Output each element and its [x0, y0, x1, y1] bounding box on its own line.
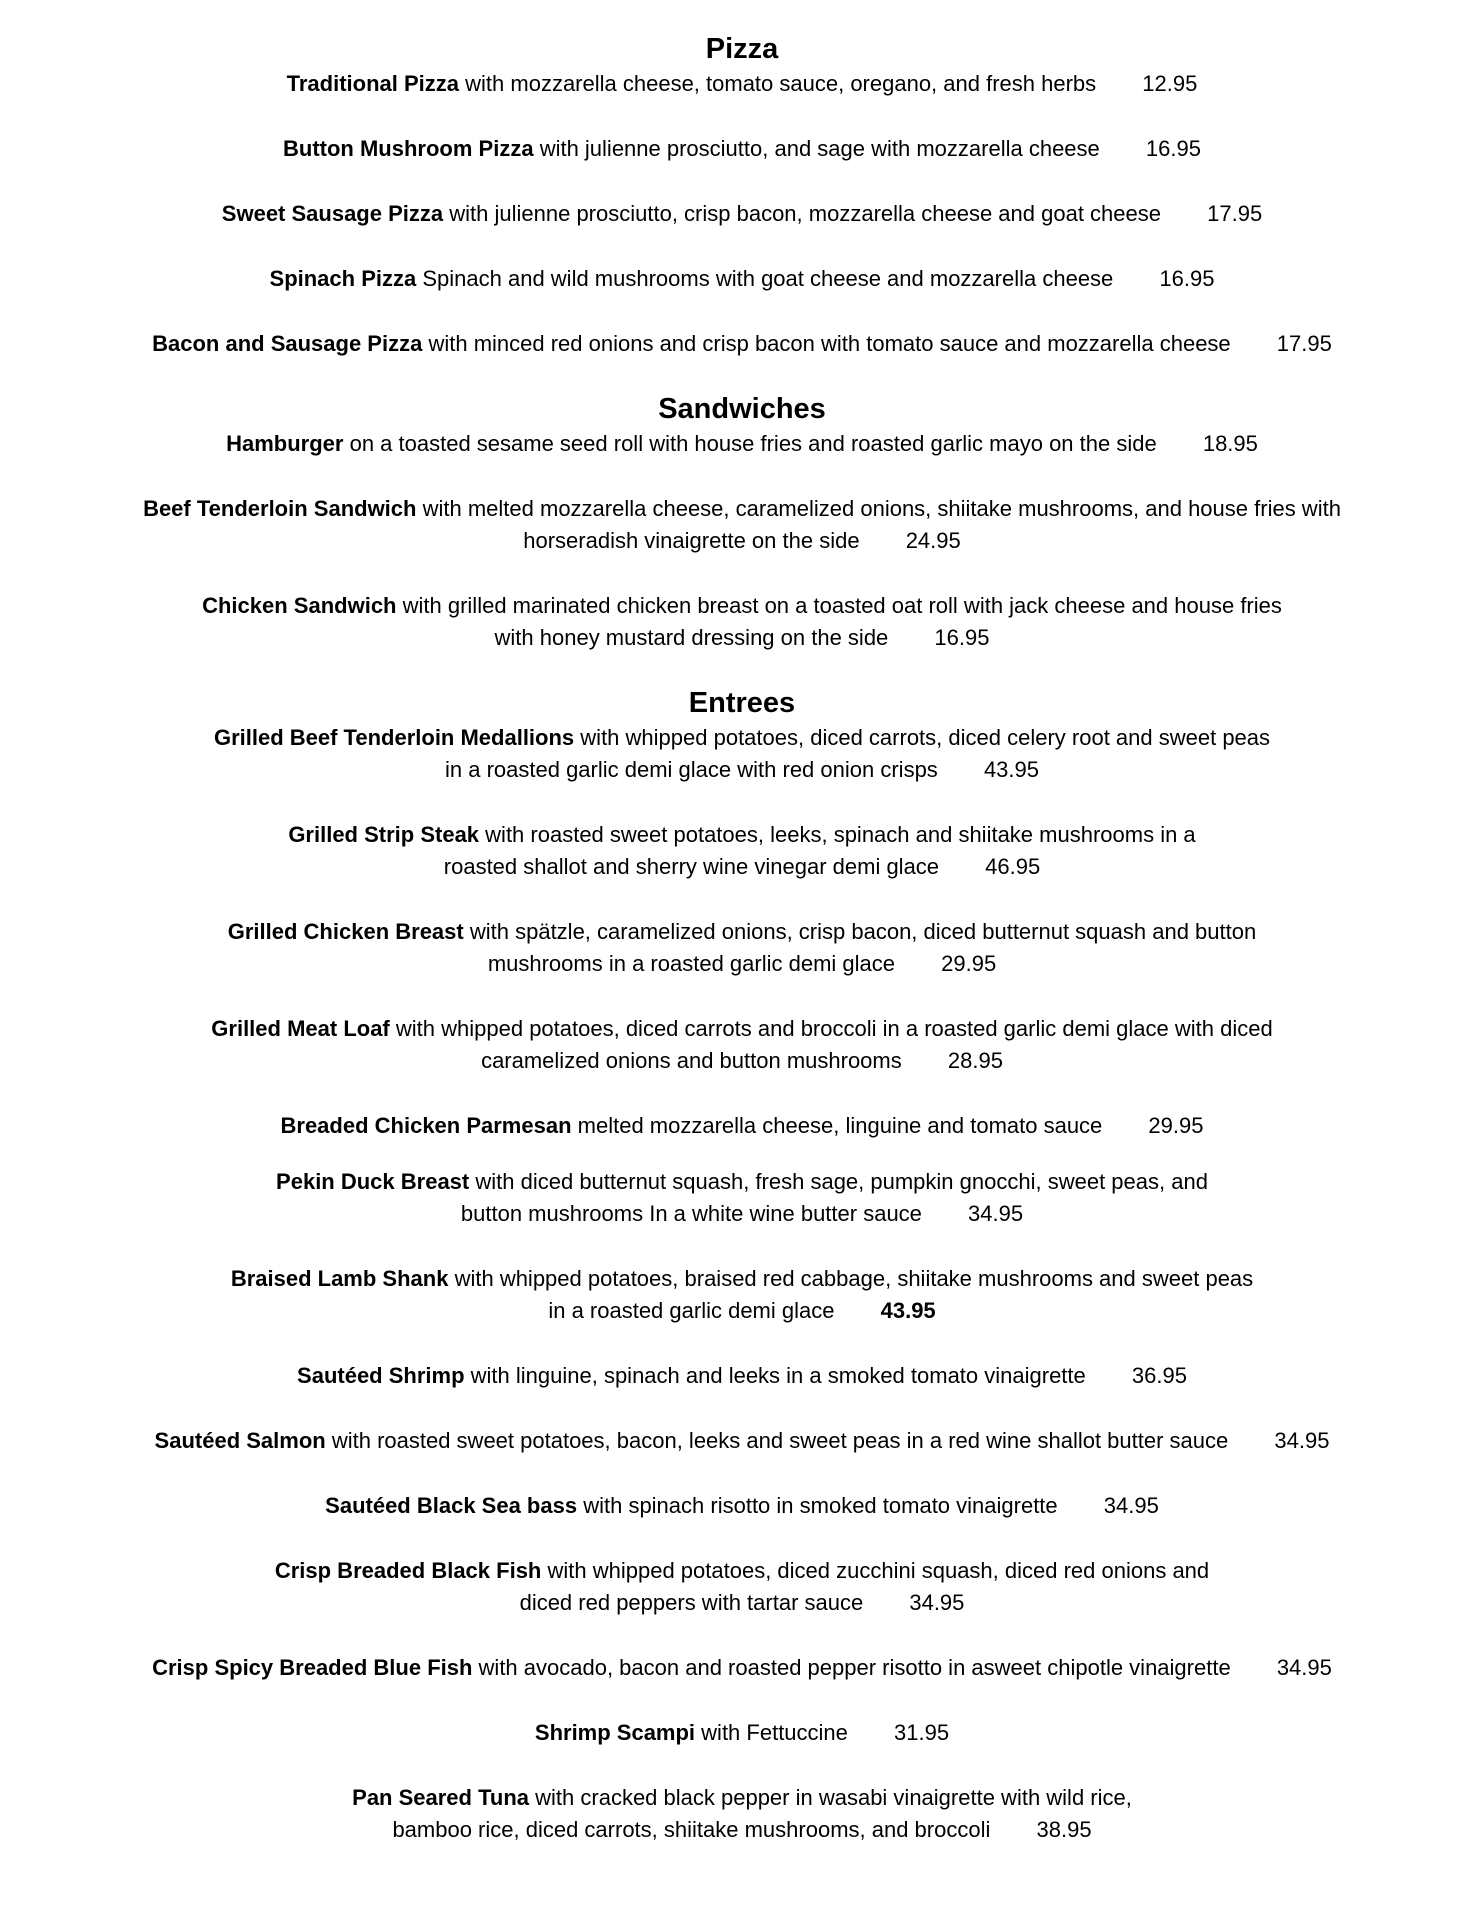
item-description-cont: horseradish vinaigrette on the side — [523, 528, 860, 553]
item-price: 17.95 — [1276, 331, 1332, 356]
menu-item — [32, 1110, 1452, 1142]
menu-item — [32, 1717, 1452, 1749]
item-description: with Fettuccine — [701, 1720, 848, 1745]
menu-item — [32, 493, 1452, 557]
item-name: Grilled Beef Tenderloin Medallions — [213, 725, 575, 750]
item-description: with whipped potatoes, diced zucchini squash, diced red onions and — [547, 1558, 1210, 1583]
item-description: with grilled marinated chicken breast on a toasted oat roll with jack cheese and house fries — [402, 593, 1282, 618]
item-price: 34.95 — [1274, 1428, 1330, 1453]
item-description: with julienne prosciutto, crisp bacon, mozzarella cheese and goat cheese — [449, 201, 1161, 226]
item-description-cont: caramelized onions and button mushrooms — [481, 1048, 902, 1073]
item-description: with whipped potatoes, diced carrots and broccoli in a roasted garlic demi glace with diced — [395, 1016, 1273, 1041]
item-price: 38.95 — [1036, 1817, 1092, 1842]
menu-item — [32, 590, 1452, 654]
item-price: 31.95 — [894, 1720, 950, 1745]
item-price: 18.95 — [1202, 431, 1258, 456]
item-description: with roasted sweet potatoes, leeks, spinach and shiitake mushrooms in a — [485, 822, 1196, 847]
item-description: with avocado, bacon and roasted pepper risotto in asweet chipotle vinaigrette — [478, 1655, 1231, 1680]
menu-item — [32, 428, 1452, 460]
item-name: Bacon and Sausage Pizza — [152, 331, 423, 356]
item-name: Spinach Pizza — [269, 266, 417, 291]
item-description: with whipped potatoes, diced carrots, diced celery root and sweet peas — [580, 725, 1271, 750]
item-description: on a toasted sesame seed roll with house fries and roasted garlic mayo on the side — [349, 431, 1157, 456]
item-description-cont: in a roasted garlic demi glace with red onion crisps — [445, 757, 938, 782]
item-price: 43.95 — [880, 1298, 936, 1323]
item-name: Shrimp Scampi — [534, 1720, 696, 1745]
item-description-cont: with honey mustard dressing on the side — [494, 625, 889, 650]
item-price: 28.95 — [947, 1048, 1003, 1073]
item-name: Pan Seared Tuna — [352, 1785, 530, 1810]
menu-item — [32, 1425, 1452, 1457]
item-description: with diced butternut squash, fresh sage, pumpkin gnocchi, sweet peas, and — [475, 1169, 1208, 1194]
item-description: with minced red onions and crisp bacon with tomato sauce and mozzarella cheese — [428, 331, 1231, 356]
item-description: Spinach and wild mushrooms with goat cheese and mozzarella cheese — [422, 266, 1114, 291]
item-price: 29.95 — [941, 951, 997, 976]
item-name: Pekin Duck Breast — [276, 1169, 470, 1194]
item-name: Crisp Breaded Black Fish — [274, 1558, 542, 1583]
item-price: 16.95 — [1145, 136, 1201, 161]
section-title-sandwiches: Sandwiches — [658, 393, 826, 425]
menu-item — [32, 133, 1452, 165]
item-description: with mozzarella cheese, tomato sauce, oregano, and fresh herbs — [465, 71, 1097, 96]
item-description-cont: diced red peppers with tartar sauce — [519, 1590, 864, 1615]
menu-item — [32, 1782, 1452, 1846]
item-price: 34.95 — [1103, 1493, 1159, 1518]
item-name: Hamburger — [226, 431, 344, 456]
item-description: with cracked black pepper in wasabi vinaigrette with wild rice, — [535, 1785, 1132, 1810]
menu-item — [32, 819, 1452, 883]
item-name: Grilled Chicken Breast — [227, 919, 464, 944]
menu-item — [32, 1652, 1452, 1684]
menu-item — [32, 68, 1452, 100]
item-name: Sweet Sausage Pizza — [221, 201, 444, 226]
menu-item — [32, 328, 1452, 360]
menu-item — [32, 1263, 1452, 1327]
item-description: with roasted sweet potatoes, bacon, leeks and sweet peas in a red wine shallot butter sauce — [331, 1428, 1229, 1453]
menu-item — [32, 263, 1452, 295]
item-price: 36.95 — [1131, 1363, 1187, 1388]
item-name: Beef Tenderloin Sandwich — [143, 496, 417, 521]
section-title-pizza: Pizza — [705, 33, 779, 65]
item-price: 16.95 — [1159, 266, 1215, 291]
menu-item — [32, 1490, 1452, 1522]
item-price: 17.95 — [1207, 201, 1263, 226]
section-title-entrees: Entrees — [688, 687, 796, 719]
item-price: 34.95 — [909, 1590, 965, 1615]
item-name: Grilled Meat Loaf — [211, 1016, 390, 1041]
item-name: Braised Lamb Shank — [230, 1266, 449, 1291]
item-description: melted mozzarella cheese, linguine and tomato sauce — [577, 1113, 1103, 1138]
item-description-cont: bamboo rice, diced carrots, shiitake mushrooms, and broccoli — [392, 1817, 991, 1842]
menu-item — [32, 722, 1452, 786]
item-price: 46.95 — [985, 854, 1041, 879]
item-price: 16.95 — [934, 625, 990, 650]
item-name: Crisp Spicy Breaded Blue Fish — [152, 1655, 473, 1680]
item-description-cont: roasted shallot and sherry wine vinegar demi glace — [443, 854, 940, 879]
item-name: Sautéed Shrimp — [297, 1363, 465, 1388]
menu-item — [32, 1360, 1452, 1392]
item-name: Button Mushroom Pizza — [283, 136, 534, 161]
item-price: 29.95 — [1148, 1113, 1204, 1138]
item-name: Breaded Chicken Parmesan — [280, 1113, 572, 1138]
item-name: Sautéed Salmon — [154, 1428, 326, 1453]
item-price: 34.95 — [1276, 1655, 1332, 1680]
item-price: 12.95 — [1142, 71, 1198, 96]
item-description: with julienne prosciutto, and sage with mozzarella cheese — [539, 136, 1100, 161]
item-name: Chicken Sandwich — [202, 593, 397, 618]
item-description: with linguine, spinach and leeks in a smoked tomato vinaigrette — [470, 1363, 1086, 1388]
item-description: with spätzle, caramelized onions, crisp bacon, diced butternut squash and button — [469, 919, 1257, 944]
item-description: with whipped potatoes, braised red cabbage, shiitake mushrooms and sweet peas — [454, 1266, 1254, 1291]
item-description: with melted mozzarella cheese, caramelized onions, shiitake mushrooms, and house fries with — [422, 496, 1341, 521]
menu-item — [32, 1013, 1452, 1077]
item-name: Grilled Strip Steak — [288, 822, 480, 847]
item-description: with spinach risotto in smoked tomato vinaigrette — [583, 1493, 1058, 1518]
item-price: 34.95 — [968, 1201, 1024, 1226]
item-description-cont: button mushrooms In a white wine butter sauce — [460, 1201, 922, 1226]
menu-item — [32, 1555, 1452, 1619]
menu-item — [32, 198, 1452, 230]
item-price: 43.95 — [983, 757, 1039, 782]
menu-item — [32, 916, 1452, 980]
menu-item — [32, 1166, 1452, 1230]
item-price: 24.95 — [905, 528, 961, 553]
item-name: Sautéed Black Sea bass — [325, 1493, 578, 1518]
item-description-cont: in a roasted garlic demi glace — [548, 1298, 835, 1323]
item-name: Traditional Pizza — [286, 71, 460, 96]
item-description-cont: mushrooms in a roasted garlic demi glace — [487, 951, 895, 976]
